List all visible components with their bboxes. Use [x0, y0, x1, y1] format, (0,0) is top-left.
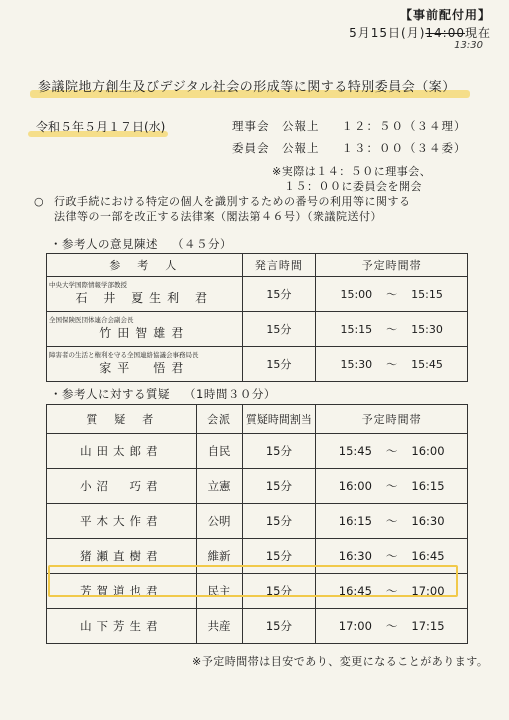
slot-start: 15:00: [340, 288, 373, 301]
speaking-time: 15分: [242, 312, 316, 347]
distribution-tag: 【事前配付用】: [399, 8, 491, 22]
bill-title: [34, 194, 411, 224]
column-header: 予定時間帯: [316, 254, 468, 277]
column-header: 質 疑 者: [47, 405, 197, 434]
time-slot: [316, 434, 468, 469]
slot-separator: 〜: [386, 358, 398, 371]
slot-start: 16:15: [338, 514, 372, 528]
table-row: [47, 434, 468, 469]
circle-bullet-icon: ○: [34, 195, 45, 208]
table-row: [47, 277, 468, 312]
schedule-label: 理事会 公報上: [232, 119, 320, 133]
schedule-time: １３：００（３４委）: [341, 141, 467, 155]
party: 維新: [196, 539, 242, 574]
bill-line: 行政手続における特定の個人を識別するための番号の利用等に関する: [54, 195, 411, 208]
slot-end: 16:00: [411, 444, 445, 458]
status-line: [349, 24, 491, 41]
slot-separator: 〜: [385, 549, 398, 563]
party: 公明: [196, 504, 242, 539]
slot-separator: 〜: [386, 288, 398, 301]
witness-name: 家平 悟君: [99, 361, 190, 375]
schedule-time: １２：５０（３４理）: [341, 119, 467, 133]
party: 共産: [196, 609, 242, 644]
party: 自民: [196, 434, 242, 469]
slot-end: 15:30: [411, 323, 443, 336]
table-row: [47, 469, 468, 504]
witness-affiliation: 中央大学国際情報学部教授: [49, 281, 127, 289]
party: 立憲: [196, 469, 242, 504]
meeting-date: 令和５年５月１７日(水): [36, 120, 166, 134]
questioner-table: [46, 404, 468, 644]
slot-end: 17:00: [411, 584, 445, 598]
allotted-time: 15分: [242, 469, 316, 504]
table-row: [47, 347, 468, 382]
questioner-name: 小沼 巧君: [47, 469, 197, 504]
speaking-time: 15分: [242, 347, 316, 382]
time-slot: [316, 277, 468, 312]
table-row: [47, 312, 468, 347]
slot-separator: 〜: [385, 444, 398, 458]
questioner-name: 山田太郎君: [47, 434, 197, 469]
time-slot: [316, 469, 468, 504]
table-row: [47, 609, 468, 644]
handwritten-time: 13:30: [454, 40, 483, 51]
party: 民主: [196, 574, 242, 609]
witness-affiliation: 全国保険医団体連合会副会長: [49, 316, 134, 324]
section-label: ・参考人の意見陳述: [50, 237, 158, 251]
table-header-row: [47, 254, 468, 277]
witness-table: [46, 253, 468, 382]
section-heading: [50, 236, 232, 252]
allotted-time: 15分: [242, 539, 316, 574]
allotted-time: 15分: [242, 574, 316, 609]
slot-end: 16:45: [411, 549, 445, 563]
time-slot: [316, 504, 468, 539]
witness-name: 石 井 夏生利 君: [75, 291, 213, 305]
footer-note: ※予定時間帯は目安であり、変更になることがあります。: [192, 655, 489, 668]
speaking-time: 15分: [242, 277, 316, 312]
witness-affiliation: 障害者の生活と権利を守る全国連絡協議会事務局長: [49, 351, 199, 359]
schedule-note-line: １５：００に委員会を開会: [284, 180, 422, 193]
allotted-time: 15分: [242, 504, 316, 539]
allotted-time: 15分: [242, 609, 316, 644]
questioner-name: 平木大作君: [47, 504, 197, 539]
slot-start: 17:00: [338, 619, 372, 633]
status-date: 5月15日(月): [349, 26, 426, 40]
struck-time: 14:00: [425, 26, 465, 40]
table-row: [47, 504, 468, 539]
slot-start: 16:00: [338, 479, 372, 493]
slot-start: 15:15: [340, 323, 373, 336]
questioner-name: 山下芳生君: [47, 609, 197, 644]
slot-start: 15:30: [340, 358, 373, 371]
bill-line: 法律等の一部を改正する法律案（閣法第４６号）（衆議院送付）: [54, 210, 382, 223]
table-header-row: [47, 405, 468, 434]
slot-start: 15:45: [338, 444, 372, 458]
column-header: 会派: [196, 405, 242, 434]
column-header: 発言時間: [242, 254, 316, 277]
witness-name: 竹田智雄君: [99, 326, 190, 340]
slot-end: 15:15: [411, 288, 443, 301]
questioner-name: 芳賀道也君: [47, 574, 197, 609]
slot-end: 16:15: [411, 479, 445, 493]
schedule-note: [272, 164, 431, 194]
schedule-row: [232, 140, 467, 156]
column-header: 質疑時間割当: [242, 405, 316, 434]
section-duration: （４５分）: [172, 237, 232, 251]
time-slot: [316, 312, 468, 347]
slot-separator: 〜: [386, 323, 398, 336]
slot-start: 16:30: [338, 549, 372, 563]
time-slot: [316, 347, 468, 382]
time-slot: [316, 609, 468, 644]
slot-end: 16:30: [411, 514, 445, 528]
section-duration: （1時間３０分）: [184, 387, 276, 401]
schedule-label: 委員会 公報上: [232, 141, 320, 155]
document-title: 参議院地方創生及びデジタル社会の形成等に関する特別委員会（案）: [38, 80, 456, 95]
slot-separator: 〜: [385, 514, 398, 528]
slot-end: 15:45: [411, 358, 443, 371]
status-suffix: 現在: [464, 26, 491, 40]
slot-separator: 〜: [385, 479, 398, 493]
section-heading: [50, 386, 276, 402]
highlighted-row-marker: [48, 565, 458, 597]
schedule-row: [232, 118, 467, 134]
questioner-name: 猪瀬直樹君: [47, 539, 197, 574]
allotted-time: 15分: [242, 434, 316, 469]
column-header: 参 考 人: [47, 254, 243, 277]
slot-end: 17:15: [411, 619, 445, 633]
slot-start: 16:45: [338, 584, 372, 598]
section-label: ・参考人に対する質疑: [50, 387, 170, 401]
slot-separator: 〜: [385, 619, 398, 633]
column-header: 予定時間帯: [316, 405, 468, 434]
slot-separator: 〜: [385, 584, 398, 598]
schedule-note-line: ※実際は１４：５０に理事会、: [272, 165, 432, 178]
